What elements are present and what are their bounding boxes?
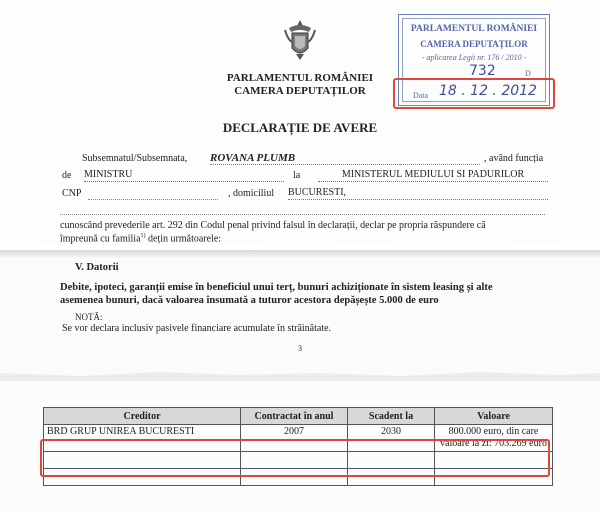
- table-header-row: [44, 408, 553, 425]
- torn-edge-middle: [0, 367, 600, 381]
- stamp-number: 732: [469, 63, 496, 79]
- header-contract-year: Contractat în anul: [241, 408, 348, 425]
- section-desc-line-1: Debite, ipoteci, garanții emise în beneficiul unui terț, bunuri achiziționate în sistem leasing și alte: [60, 282, 493, 293]
- stamp-date-highlight: [393, 78, 555, 109]
- body-line-2-tail: dețin următoarele:: [148, 233, 222, 245]
- name-dotted-rule: [400, 164, 480, 165]
- subsemnatul-label: Subsemnatul/Subsemnata,: [82, 153, 188, 164]
- section-heading: V. Datorii: [75, 262, 119, 273]
- header-value: Valoare: [435, 408, 553, 425]
- body-line-2-text: împreună cu familia: [60, 233, 141, 245]
- section-header-panel: [0, 258, 600, 381]
- declaration-top-panel: [0, 0, 600, 252]
- cell-creditor: BRD GRUP UNIREA BUCURESTI: [44, 425, 241, 452]
- cell-value-line-1: 800.000 euro, din care: [448, 426, 539, 437]
- stamp-line-3: - aplicarea Legii nr. 176 / 2010 -: [421, 53, 527, 62]
- cell-due: 2030: [348, 425, 435, 452]
- document-title: DECLARAȚIE DE AVERE: [222, 120, 378, 135]
- header-due-date: Scadent la: [348, 408, 435, 425]
- cell-value-line-2: valoare la zi: 703.269 euro: [440, 438, 547, 449]
- domiciliul-field: BUCURESTI,: [288, 187, 548, 200]
- nota-label: NOTĂ:: [75, 312, 103, 322]
- cnp-label: CNP: [62, 188, 82, 199]
- functia-field: MINISTRU: [84, 169, 284, 182]
- stamp-line-2: CAMERA DEPUTAȚILOR: [420, 39, 528, 49]
- cnp-field: [88, 199, 218, 200]
- address-continuation-rule: [60, 214, 545, 215]
- section-desc-line-2: asemenea bunuri, dacă valoarea însumată a tuturor acestora depășește 5.000 de euro: [60, 295, 439, 306]
- header-line-2: CAMERA DEPUTAȚILOR: [234, 85, 366, 97]
- institutia-field: MINISTERUL MEDIULUI SI PADURILOR: [318, 169, 548, 182]
- coat-of-arms-icon: [283, 18, 317, 62]
- domiciliul-label: , domiciliul: [228, 188, 275, 199]
- la-label: la: [293, 170, 301, 181]
- stamp-line-1: PARLAMENTUL ROMÂNIEI: [410, 24, 538, 34]
- de-label: de: [62, 170, 72, 181]
- functia-label: , având funcția: [484, 153, 544, 164]
- page-number: 3: [298, 344, 302, 353]
- stamp-date-value: 18 . 12 . 2012: [439, 83, 537, 99]
- body-line-1: cunoscând prevederile art. 292 din Codul penal privind falsul în declarații, declar pe propria răspundere că: [60, 220, 486, 231]
- header-line-1: PARLAMENTUL ROMÂNIEI: [226, 72, 374, 84]
- header-creditor: Creditor: [44, 408, 241, 425]
- footnote-marker: 1): [140, 233, 146, 239]
- stamp-date-label: Data: [413, 91, 429, 100]
- nota-text: Se vor declara inclusiv pasivele financiare acumulate în străinătate.: [62, 323, 332, 334]
- name-field: ROVANA PLUMB: [210, 152, 400, 165]
- table-row-highlight: [40, 439, 550, 477]
- cell-year: 2007: [241, 425, 348, 452]
- debt-table-panel: [0, 381, 600, 511]
- stamp-number-suffix: D: [525, 69, 531, 78]
